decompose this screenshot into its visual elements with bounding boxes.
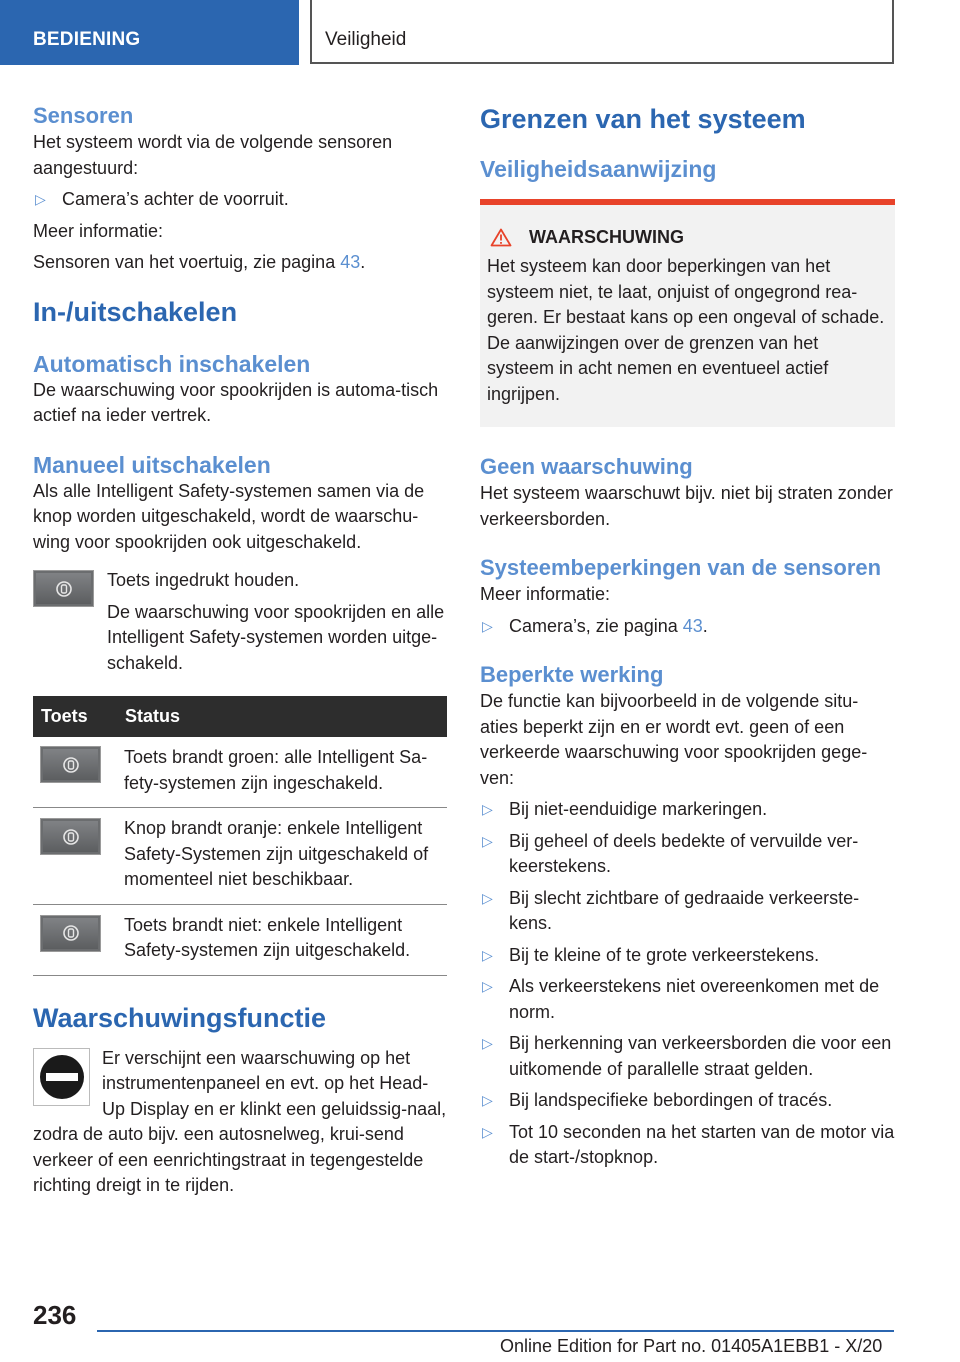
warning-triangle-icon [490,228,512,247]
functie-text: Er verschijnt een waarschuwing op het instrumentenpaneel en evt. op het Head-Up Display en er klinkt een geluidssig-naal, zodra de auto bijv. een autosnelweg, krui-send verkeer of een eenrichtingstraat in tegengestelde richting dreigt in te rijden. [33,1047,447,1195]
bullet-triangle-icon: ▷ [482,1123,493,1140]
edition-label: Online Edition for Part no. 01405A1EBB1 - X/20 [500,1336,883,1356]
safety-heading: Veiligheidsaanwijzing [480,156,717,182]
bullet-triangle-icon: ▷ [482,978,493,994]
safety-button-icon [33,570,94,607]
manual-text: Als alle Intelligent Safety-systemen samen via de knop worden uitgeschakeld, wordt de waarschu-wing voor spookrijden ook uitgeschakeld. [33,480,425,552]
beperkt-list [480,797,895,1171]
functie-block [33,1046,447,1199]
table-row [33,808,447,905]
key-line1: Toets ingedrukt houden. [107,570,300,590]
column-header: Toets [33,696,117,737]
bullet-triangle-icon: ▷ [482,832,493,849]
column-header: Status [117,696,447,737]
sensoren-reference: Sensoren van het voertuig, zie pagina 43. [33,252,366,272]
warning-text: Het systeem kan door beperkingen van het systeem niet, te laat, onjuist of ongegrond rea-geren. Er bestaat kans op een ongeval of schade. De aanwijzingen over de grenzen van het systeem in acht nemen en eventueel actief ingrijpen. [487,256,885,404]
section-tab [0,0,299,65]
safety-button-icon [40,746,101,783]
grenzen-heading: Grenzen van het systeem [480,104,806,134]
auto-heading: Automatisch inschakelen [33,350,311,377]
list-item: ▷ Als verkeerstekens niet overeenkomen met de norm. [482,976,880,1022]
sensoren-heading: Sensoren [33,103,134,128]
safety-button-icon [40,915,101,952]
geen-text: Het systeem waarschuwt bijv. niet bij straten zonder verkeersborden. [480,483,893,529]
bullet-triangle-icon: ▷ [482,801,493,817]
list-item: ▷ Bij te kleine of te grote verkeerstekens. [480,943,895,969]
status-cell: Knop brandt oranje: enkele Intelligent Safety-Systemen zijn uitgeschakeld of momenteel niet beschikbaar. [117,808,447,905]
section-label: BEDIENING [33,29,141,50]
auto-text: De waarschuwing voor spookrijden is automa-tisch actief na ieder vertrek. [33,379,439,425]
status-cell: Toets brandt groen: alle Intelligent Sa-fety-systemen zijn ingeschakeld. [117,737,447,808]
table-row [33,737,447,808]
bullet-triangle-icon: ▷ [482,1092,493,1108]
list-item: ▷ Bij niet-eenduidige markeringen. [480,797,895,823]
more-info-label: Meer informatie: [480,584,611,604]
beperkt-heading: Beperkte werking [480,662,664,687]
warning-title: WAARSCHUWING [529,227,684,247]
bullet-triangle-icon: ▷ [482,889,493,906]
key-line2: De waarschuwing voor spookrijden en alle Intelligent Safety-systemen worden uitge-schakeld. [107,601,445,673]
beperkt-text: De functie kan bijvoorbeeld in de volgende situ-aties beperkt zijn en er wordt evt. geen of een verkeerde waarschuwing voor spookrijden gege-ven: [480,691,868,788]
bullet-triangle-icon: ▷ [482,946,493,963]
status-table [33,696,447,976]
list-item: ▷ Tot 10 seconden na het starten van de motor via de start-/stopknop. [482,1121,895,1167]
list-item: ▷ Camera’s, zie pagina 43. [480,614,895,640]
functie-heading: Waarschuwingsfunctie [33,1002,327,1033]
list-item: ▷ Bij geheel of deels bedekte of vervuilde ver-keerstekens. [482,830,859,876]
bullet-triangle-icon: ▷ [35,191,46,207]
manual-heading: Manueel uitschakelen [33,451,271,478]
chapter-header [310,0,894,64]
list-item: ▷ Camera’s achter de voorruit. [33,187,447,213]
safety-button-icon [40,818,101,855]
sysbep-heading: Systeembeperkingen van de sensoren [480,555,882,580]
list-item: ▷ Bij herkenning van verkeersborden die voor een uitkomende of parallelle straat gelden. [482,1033,892,1079]
more-info-label: Meer informatie: [33,220,164,241]
key-instruction [33,568,447,676]
geen-heading: Geen waarschuwing [480,454,693,479]
right-column [480,100,895,1171]
table-header-row [33,696,447,737]
no-entry-sign-icon [33,1048,90,1106]
list-item: ▷ Bij landspecifieke bebordingen of tracés. [480,1088,895,1114]
bullet-triangle-icon: ▷ [482,1035,493,1051]
warning-box [480,199,895,427]
table-row [33,904,447,975]
list-item: ▷ Bij slecht zichtbare of gedraaide verkeerste-kens. [482,887,860,933]
footer-divider [97,1330,894,1332]
bullet-triangle-icon: ▷ [482,617,493,634]
chapter-title: Veiligheid [325,29,407,50]
status-cell: Toets brandt niet: enkele Intelligent Safety-systemen zijn uitgeschakeld. [117,904,447,975]
inuit-heading: In-/uitschakelen [33,296,238,327]
page-number: 236 [33,1300,77,1330]
left-column [33,100,447,1199]
page-link[interactable]: 43 [340,252,361,272]
page-link[interactable]: 43 [682,615,703,636]
sensoren-text: Het systeem wordt via de volgende sensoren aangestuurd: [33,132,393,178]
warning-title-row [487,227,888,248]
